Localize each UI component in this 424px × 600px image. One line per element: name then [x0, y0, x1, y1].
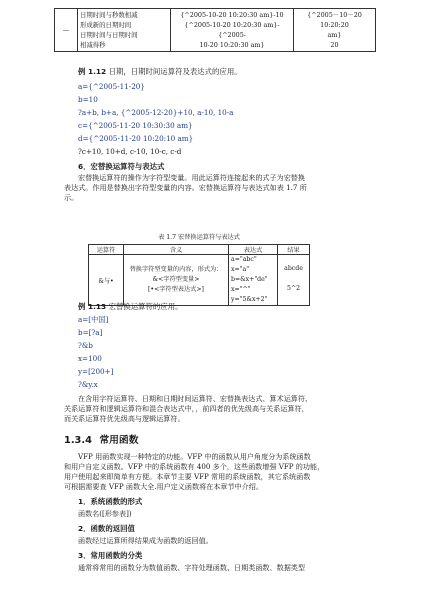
expression-line: x="a" — [231, 266, 250, 273]
return-value-text: 函数经过运算所得结果成为函数的返回值。 — [78, 536, 213, 545]
paragraph-precedence — [64, 394, 394, 424]
column-header: 结果 — [278, 245, 310, 255]
column-header: 表达式 — [229, 245, 278, 255]
table-1-7-caption: 表 1.7 宏替换运算符与表达式 — [158, 234, 240, 241]
expression-line: a="abc" — [231, 256, 257, 263]
column-header: 运算符 — [89, 245, 124, 255]
expression-cell — [229, 255, 278, 306]
operator-cell: &与• — [89, 255, 124, 306]
example-1-13-heading — [78, 301, 182, 312]
code-line: a={^2005-11-20} — [78, 82, 145, 91]
classification-text: 通常将常用的函数分为数值函数、字符处理函数、日期类函数、数据类型 — [78, 563, 305, 572]
example-number: 例 1.13 — [78, 302, 107, 311]
meaning-cell — [124, 255, 229, 306]
expression-line: x="^" — [231, 286, 251, 293]
column-header: 含义 — [124, 245, 229, 255]
result-line: 5^2 — [286, 285, 301, 292]
result-line: {^2005－10－20 10:20:20 — [307, 11, 362, 29]
code-line: ?&y.x — [78, 380, 98, 389]
expression-cell — [171, 9, 294, 52]
example-1-12-heading — [78, 66, 242, 77]
meaning-line: 形成新的日期时间 — [80, 21, 132, 29]
meaning-line: 日期时间与日期时间 — [80, 31, 138, 39]
result-line: am} — [327, 31, 342, 39]
code-line: b=[?a] — [78, 328, 103, 337]
section-number: 1.3.4 — [64, 435, 92, 446]
code-line: ?&b — [78, 341, 93, 350]
section-title: 常用函数 — [99, 435, 139, 446]
code-line: d={^2005-11-20 10:20:10 am} — [78, 134, 194, 143]
section-heading — [64, 432, 139, 446]
paragraph-macro — [64, 173, 384, 203]
expression-line: b=&x+"de" — [231, 276, 268, 283]
table-1-7 — [88, 244, 310, 306]
code-line: c={^2005-11-20 10:30:30 am} — [78, 121, 193, 130]
operator-table-continuation — [54, 8, 376, 52]
result-line: abcde — [284, 265, 303, 272]
expression-line: {^2005-10-20 10:20:30 am}-{^2005- — [184, 21, 280, 39]
code-line: ?c+10, 10+d, c-10, 10-c, c-d — [78, 147, 182, 156]
para-line: 关系运算符和逻辑运算符和混合表达式中，，前四者的优先级高与关系运算符， — [64, 404, 309, 413]
result-line: 20 — [330, 41, 339, 49]
meaning-line: 相减得秒 — [80, 41, 106, 49]
para-line: 示。 — [64, 193, 79, 202]
operator-cell: — — [55, 9, 78, 52]
para-line: 用户使用起来即简单有方便。本章节主要 VFP 常用的系统函数，其它系统函数 — [64, 472, 311, 481]
function-form: 函数名([形参表]) — [78, 509, 132, 518]
para-line: 在含用字符运算符、日期和日期时间运算符、宏替换表达式、算术运算符、 — [78, 394, 313, 403]
code-line: a=[中国] — [78, 315, 109, 324]
table-row — [55, 9, 376, 52]
para-line: 而关系运算符优先级高与逻辑运算符。 — [64, 414, 185, 423]
paragraph-functions — [64, 452, 394, 492]
expression-line: {^2005-10-20 10:20:30 am}-10 — [180, 11, 284, 19]
meaning-line: [•<字符型表达式>] — [148, 286, 204, 293]
meaning-line: 替换字符型变量的内容，形式为： — [129, 266, 223, 273]
heading-6: 6．宏替换运算符与表达式 — [78, 162, 165, 171]
subheading-2: 2．函数的返回值 — [78, 524, 135, 533]
para-line: 表达式。作用是替换出字符型变量的内容。宏替换运算符与表达式如表 1.7 所 — [64, 183, 307, 192]
meaning-line: &<字符型变量> — [152, 276, 200, 283]
meaning-cell — [78, 9, 171, 52]
subheading-3: 3．常用函数的分类 — [78, 551, 143, 560]
example-text: 宏替换运算符的应用。 — [108, 302, 183, 311]
result-cell — [294, 9, 376, 52]
meaning-line: 日期时间与秒数相减 — [80, 11, 138, 19]
code-line: ?a+b, b+a, {^2005-12-20}+10, a-10, 10-a — [78, 108, 234, 117]
example-number: 例 1.12 — [78, 67, 107, 76]
code-line: x=100 — [78, 354, 102, 363]
para-line: 可根据需要查 VFP 函数大全.用户定义函数将在本章节中介绍。 — [64, 482, 263, 491]
subheading-1: 1．系统函数的形式 — [78, 497, 143, 506]
code-line: y=[200+] — [78, 367, 114, 376]
example-text: 日期，日期时间运算符及表达式的应用。 — [108, 67, 242, 76]
expression-line: 10-20 10:20:30 am} — [199, 41, 265, 49]
para-line: 宏替换运算符的操作为字符型变量。用此运算符连接起来的式子为宏替换 — [78, 173, 305, 182]
code-line: b=10 — [78, 95, 98, 104]
para-line: 和用户自定义函数。VFP 中的系统函数有 400 多个，这些函数增强 VFP 的功能， — [64, 462, 325, 471]
result-cell — [278, 255, 310, 306]
table-row — [89, 255, 310, 306]
table-header-row — [89, 245, 310, 255]
para-line: VFP 用函数实现一种特定的功能。VFP 中的函数从用户角度分为系统函数 — [78, 452, 311, 461]
expression-line: y="5&x+2" — [231, 296, 268, 303]
